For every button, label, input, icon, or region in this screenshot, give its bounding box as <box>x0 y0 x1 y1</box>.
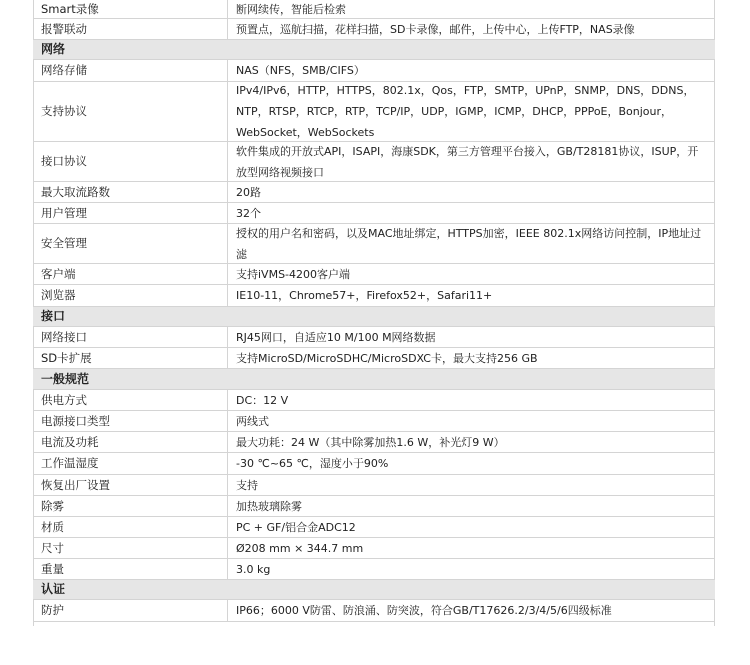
spec-row <box>33 224 715 264</box>
spec-row <box>33 142 715 182</box>
spec-value-text: 支持iVMS-4200客户端 <box>236 267 351 281</box>
spec-label: SD卡扩展 <box>33 348 228 368</box>
section-title: 网络 <box>41 42 66 56</box>
spec-label: 电流及功耗 <box>33 432 228 452</box>
section-header <box>33 307 715 327</box>
spec-row <box>33 264 715 285</box>
spec-row <box>33 432 715 453</box>
spec-label: 防护 <box>33 600 228 621</box>
spec-label: 安全管理 <box>33 224 228 263</box>
spec-row <box>33 538 715 559</box>
spec-value-text: 32个 <box>236 206 261 220</box>
spec-label: 工作温湿度 <box>33 453 228 474</box>
spec-row <box>33 60 715 82</box>
spec-row <box>33 600 715 622</box>
spec-value <box>228 82 715 141</box>
spec-value <box>228 264 715 284</box>
spec-value <box>228 538 715 558</box>
spec-value-text: 20路 <box>236 185 261 199</box>
spec-value-text: 预置点，巡航扫描，花样扫描，SD卡录像，邮件，上传中心，上传FTP，NAS录像 <box>236 22 635 36</box>
spec-value <box>228 182 715 202</box>
spec-value-text: IPv4/IPv6，HTTP，HTTPS，802.1x，Qos，FTP，SMTP，UPnP，SNMP，DNS，DDNS，NTP，RTSP，RTCP，RTP，TCP/IP，UDP，IGMP，ICMP，DHCP，PPPoE，Bonjour，WebSocket，WebSockets <box>236 84 695 139</box>
spec-value-text: 授权的用户名和密码，以及MAC地址绑定，HTTPS加密，IEEE 802.1x网络访问控制，IP地址过滤 <box>236 226 702 261</box>
spec-row <box>33 203 715 224</box>
spec-label: 恢复出厂设置 <box>33 475 228 495</box>
spec-table <box>33 0 715 622</box>
spec-value-text: RJ45网口，自适应10 M/100 M网络数据 <box>236 330 436 344</box>
spec-row <box>33 475 715 496</box>
spec-label: 报警联动 <box>33 19 228 39</box>
spec-value <box>228 203 715 223</box>
spec-value <box>228 517 715 537</box>
spec-value <box>228 559 715 579</box>
spec-label: 除雾 <box>33 496 228 516</box>
section-title: 认证 <box>41 582 66 596</box>
spec-value-text: 两线式 <box>236 414 269 428</box>
section-header <box>33 580 715 600</box>
spec-value-text: IP66；6000 V防雷、防浪涌、防突波，符合GB/T17626.2/3/4/5/6四级标准 <box>236 604 612 617</box>
spec-label: 供电方式 <box>33 390 228 410</box>
spec-value <box>228 348 715 368</box>
spec-value <box>228 600 715 621</box>
spec-label: 材质 <box>33 517 228 537</box>
spec-label: 用户管理 <box>33 203 228 223</box>
spec-value <box>228 60 715 81</box>
spec-row <box>33 559 715 580</box>
spec-value-text: PC + GF/铝合金ADC12 <box>236 520 356 534</box>
spec-value <box>228 327 715 347</box>
spec-label: 接口协议 <box>33 142 228 181</box>
section-header <box>33 369 715 390</box>
spec-label: 支持协议 <box>33 82 228 141</box>
spec-label: 网络接口 <box>33 327 228 347</box>
spec-label: Smart录像 <box>33 0 228 18</box>
spec-value <box>228 19 715 39</box>
section-title: 一般规范 <box>41 371 90 386</box>
spec-value-text: NAS（NFS，SMB/CIFS） <box>236 64 365 77</box>
spec-value-text: DC：12 V <box>236 393 289 407</box>
spec-value-text: Ø208 mm × 344.7 mm <box>236 541 364 555</box>
spec-row <box>33 411 715 432</box>
spec-value <box>228 142 715 181</box>
spec-value <box>228 390 715 410</box>
spec-label: 客户端 <box>33 264 228 284</box>
spec-value <box>228 453 715 474</box>
section-title: 接口 <box>41 309 66 323</box>
spec-value <box>228 432 715 452</box>
spec-label: 网络存储 <box>33 60 228 81</box>
spec-value <box>228 224 715 263</box>
spec-row <box>33 496 715 517</box>
spec-label: 浏览器 <box>33 285 228 306</box>
spec-row <box>33 348 715 369</box>
spec-label: 最大取流路数 <box>33 182 228 202</box>
spec-value-text: 断网续传，智能后检索 <box>236 2 346 16</box>
spec-row <box>33 182 715 203</box>
spec-row <box>33 285 715 307</box>
section-header <box>33 40 715 60</box>
spec-label: 重量 <box>33 559 228 579</box>
spec-label: 电源接口类型 <box>33 411 228 431</box>
spec-value-text: 支持 <box>236 478 258 492</box>
spec-value-text: 软件集成的开放式API，ISAPI，海康SDK，第三方管理平台接入，GB/T28181协议，ISUP，开放型网络视频接口 <box>236 144 699 179</box>
spec-row <box>33 0 715 19</box>
spec-row <box>33 517 715 538</box>
spec-label: 尺寸 <box>33 538 228 558</box>
spec-row <box>33 390 715 411</box>
spec-value <box>228 496 715 516</box>
spec-value <box>228 285 715 306</box>
spec-value-text: 最大功耗：24 W（其中除雾加热1.6 W，补光灯9 W） <box>236 435 505 449</box>
spec-value <box>228 411 715 431</box>
spec-value-text: 加热玻璃除雾 <box>236 499 302 513</box>
spec-row <box>33 82 715 142</box>
spec-row <box>33 19 715 40</box>
spec-value <box>228 475 715 495</box>
spec-value-text: IE10-11，Chrome57+，Firefox52+，Safari11+ <box>236 289 493 302</box>
spec-value-text: 3.0 kg <box>236 562 271 576</box>
spec-value-text: 支持MicroSD/MicroSDHC/MicroSDXC卡，最大支持256 GB <box>236 351 538 365</box>
spec-row <box>33 327 715 348</box>
spec-value-text: -30 ℃~65 ℃，湿度小于90% <box>236 457 389 470</box>
spec-row <box>33 453 715 475</box>
spec-value <box>228 0 715 18</box>
